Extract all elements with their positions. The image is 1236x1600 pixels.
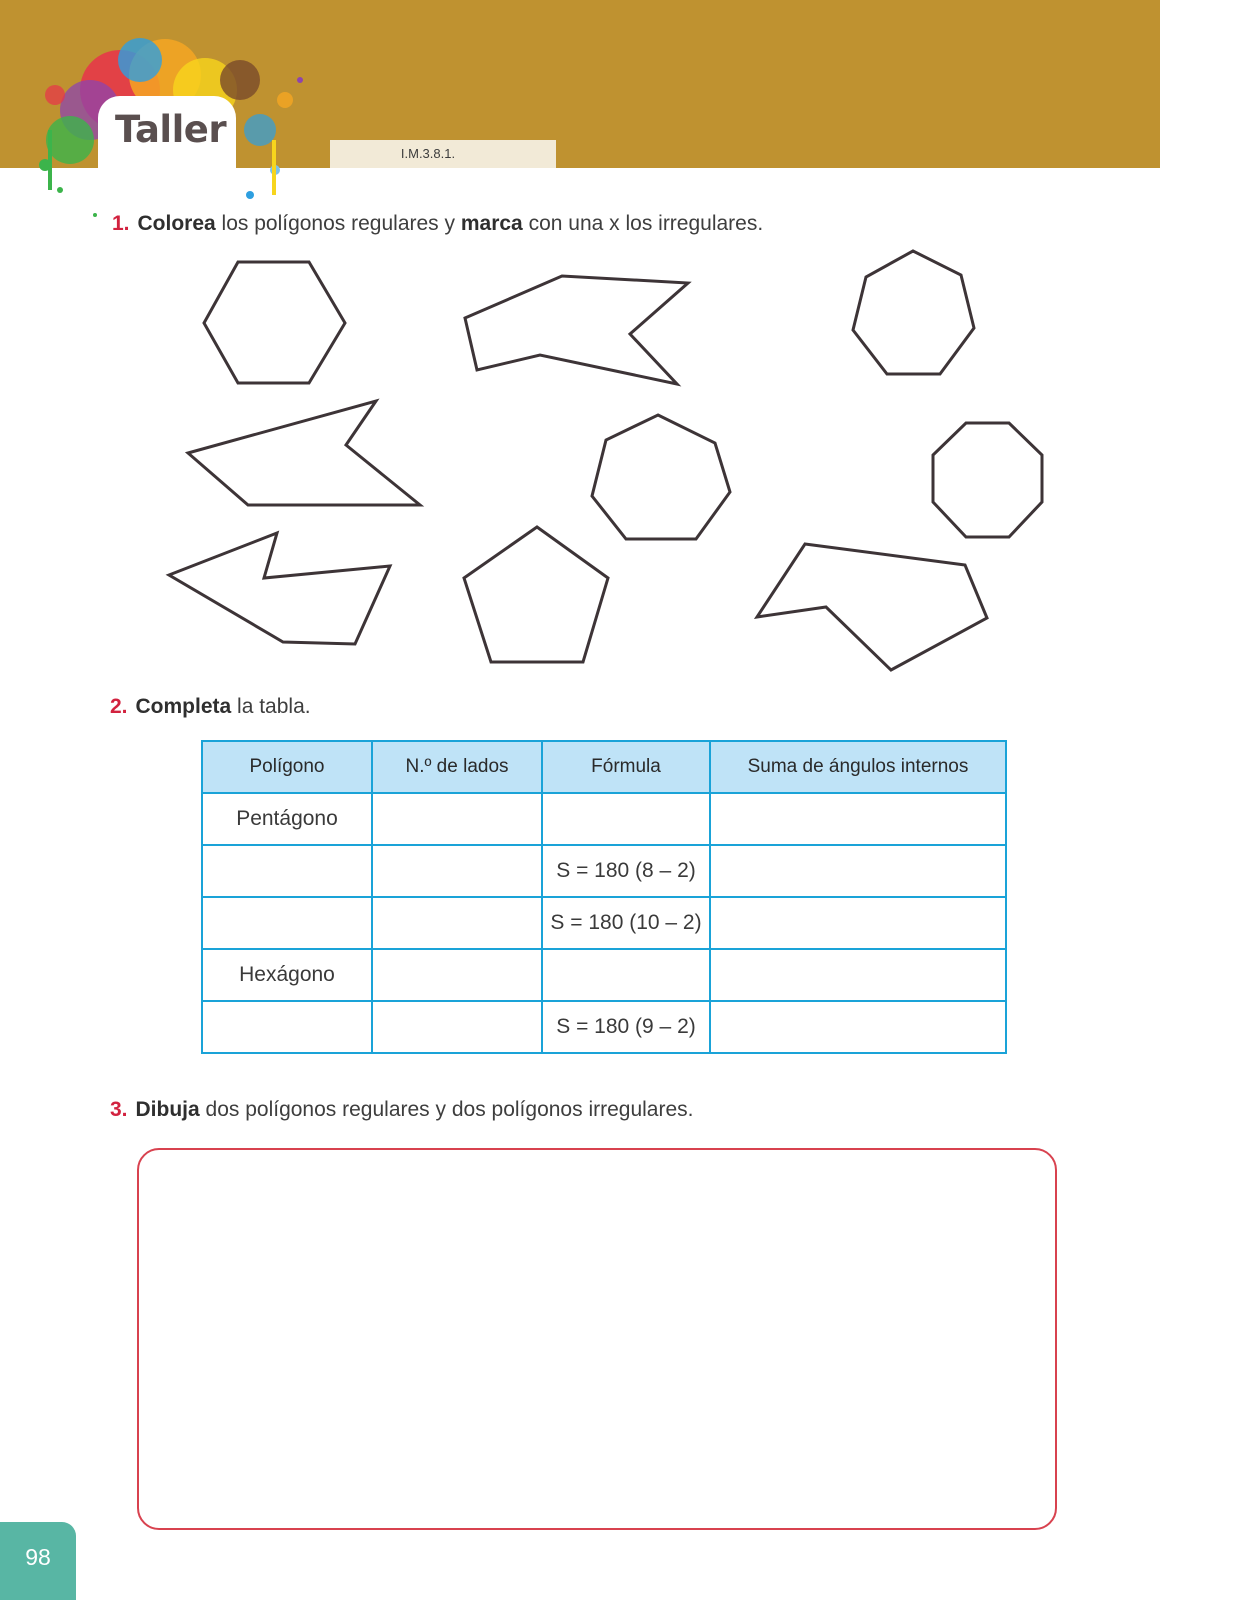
exercise-number: 3.	[110, 1098, 128, 1121]
instruction-text: dos polígonos regulares y dos polígonos irregulares.	[199, 1098, 694, 1121]
exercise-number: 2.	[110, 695, 128, 718]
instruction-text: con una x los irregulares.	[522, 212, 764, 235]
section-title: Taller	[115, 108, 227, 151]
cell-poligono[interactable]: Pentágono	[202, 793, 372, 845]
table-row	[202, 845, 1006, 897]
indicator-code: I.M.3.8.1.	[400, 146, 456, 161]
regular-pentagon[interactable]	[464, 527, 608, 662]
cell-formula: S = 180 (10 – 2)	[542, 897, 710, 949]
irregular-polygon[interactable]	[188, 401, 420, 505]
cell-poligono[interactable]	[202, 845, 372, 897]
cell-suma-angulos[interactable]	[710, 897, 1006, 949]
cell-num-lados[interactable]	[372, 793, 542, 845]
cell-formula[interactable]	[542, 949, 710, 1001]
header-num-lados: N.º de lados	[372, 741, 542, 793]
irregular-polygon[interactable]	[757, 544, 987, 670]
page-number-tab	[0, 1522, 76, 1600]
instruction-verb: marca	[460, 212, 523, 235]
cell-formula[interactable]	[542, 793, 710, 845]
irregular-polygon[interactable]	[169, 533, 390, 644]
cell-suma-angulos[interactable]	[710, 1001, 1006, 1053]
instruction-text: los polígonos regulares y	[215, 212, 461, 235]
cell-poligono[interactable]	[202, 1001, 372, 1053]
instruction-text: la tabla.	[231, 695, 311, 718]
cell-formula: S = 180 (9 – 2)	[542, 1001, 710, 1053]
table-row	[202, 1001, 1006, 1053]
instruction-verb: Completa	[135, 695, 232, 718]
cell-suma-angulos[interactable]	[710, 793, 1006, 845]
cell-formula: S = 180 (8 – 2)	[542, 845, 710, 897]
drawing-area[interactable]	[137, 1148, 1057, 1530]
cell-num-lados[interactable]	[372, 1001, 542, 1053]
table-row	[202, 897, 1006, 949]
cell-num-lados[interactable]	[372, 949, 542, 1001]
instruction-verb: Dibuja	[135, 1098, 200, 1121]
table-header-row	[202, 741, 1006, 793]
cell-num-lados[interactable]	[372, 845, 542, 897]
exercise-number: 1.	[112, 212, 130, 235]
cell-suma-angulos[interactable]	[710, 845, 1006, 897]
irregular-polygon[interactable]	[465, 276, 688, 384]
instruction-verb: Colorea	[137, 212, 216, 235]
exercise-2-instruction	[110, 695, 311, 719]
table-row	[202, 793, 1006, 845]
cell-suma-angulos[interactable]	[710, 949, 1006, 1001]
polygon-figures	[0, 0, 1236, 700]
cell-poligono[interactable]: Hexágono	[202, 949, 372, 1001]
table-row	[202, 949, 1006, 1001]
regular-heptagon[interactable]	[592, 415, 730, 539]
header-poligono: Polígono	[202, 741, 372, 793]
header-formula: Fórmula	[542, 741, 710, 793]
polygon-table	[201, 740, 1007, 1054]
cell-num-lados[interactable]	[372, 897, 542, 949]
regular-octagon[interactable]	[933, 423, 1042, 537]
regular-heptagon[interactable]	[853, 251, 974, 374]
exercise-3-instruction	[110, 1098, 694, 1122]
cell-poligono[interactable]	[202, 897, 372, 949]
header-suma-angulos: Suma de ángulos internos	[710, 741, 1006, 793]
page-number: 98	[25, 1544, 51, 1570]
regular-hexagon[interactable]	[204, 262, 345, 383]
